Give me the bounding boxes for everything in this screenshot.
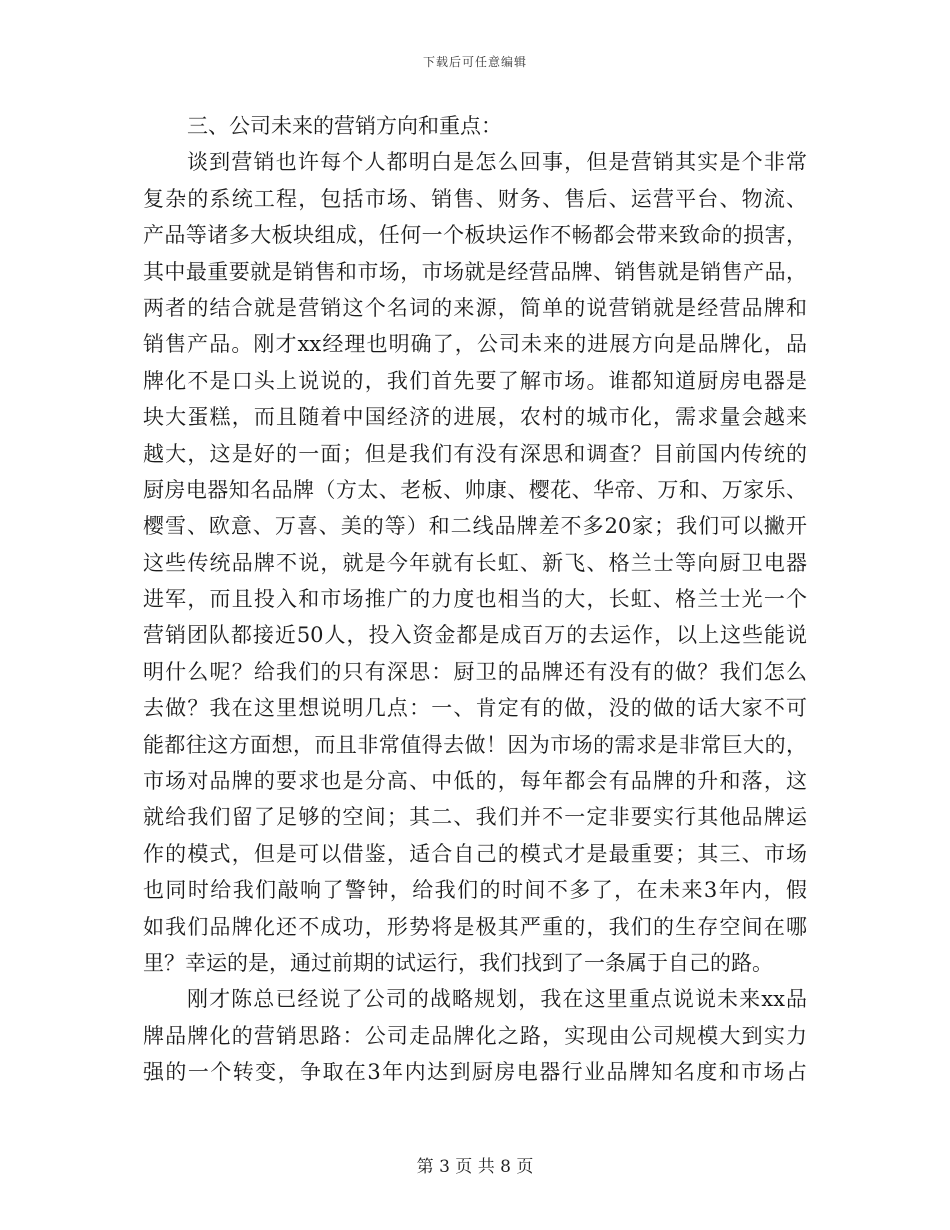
- text-line: 强的一个转变，争取在3年内达到厨房电器行业品牌知名度和市场占: [143, 1060, 807, 1085]
- text-line: 两者的结合就是营销这个名词的来源，简单的说营销就是经营品牌和: [143, 295, 807, 320]
- text-line: 越大，这是好的一面；但是我们有没有深思和调查？目前国内传统的: [143, 441, 807, 466]
- text-line: 牌品牌化的营销思路：公司走品牌化之路，实现由公司规模大到实力: [143, 1023, 807, 1048]
- text-line: 销售产品。刚才xx经理也明确了，公司未来的进展方向是品牌化，品: [143, 332, 807, 357]
- text-line: 牌化不是口头上说说的，我们首先要了解市场。谁都知道厨房电器是: [143, 368, 807, 393]
- text-line: 块大蛋糕，而且随着中国经济的进展，农村的城市化，需求量会越来: [143, 405, 807, 430]
- text-line: 明什么呢？给我们的只有深思：厨卫的品牌还有没有的做？我们怎么: [143, 659, 807, 684]
- page-header: 下载后可任意编辑: [422, 55, 527, 69]
- text-line: 能都往这方面想，而且非常值得去做！因为市场的需求是非常巨大的，: [143, 732, 807, 757]
- text-line: 产品等诸多大板块组成，任何一个板块运作不畅都会带来致命的损害，: [143, 223, 807, 248]
- text-line: 里？幸运的是，通过前期的试运行，我们找到了一条属于自己的路。: [143, 950, 773, 975]
- text-line: 作的模式，但是可以借鉴，适合自己的模式才是最重要；其三、市场: [143, 841, 807, 866]
- document-body: [143, 108, 807, 1091]
- text-line: 进军，而且投入和市场推广的力度也相当的大，长虹、格兰士光一个: [143, 587, 807, 612]
- text-line: 这些传统品牌不说，就是今年就有长虹、新飞、格兰士等向厨卫电器: [143, 550, 807, 575]
- text-line: 也同时给我们敲响了警钟，给我们的时间不多了，在未来3年内，假: [143, 878, 807, 903]
- page-footer: 第 3 页 共 8 页: [416, 1157, 534, 1177]
- text-line: 营销团队都接近50人，投入资金都是成百万的去运作，以上这些能说: [143, 623, 807, 648]
- text-line: 谈到营销也许每个人都明白是怎么回事，但是营销其实是个非常: [187, 150, 807, 175]
- text-line: 樱雪、欧意、万喜、美的等）和二线品牌差不多20家；我们可以撇开: [143, 514, 807, 539]
- text-line: 市场对品牌的要求也是分高、中低的，每年都会有品牌的升和落，这: [143, 769, 807, 794]
- text-line: 如我们品牌化还不成功，形势将是极其严重的，我们的生存空间在哪: [143, 914, 807, 939]
- text-line: 就给我们留了足够的空间；其二、我们并不一定非要实行其他品牌运: [143, 805, 807, 830]
- text-line: 厨房电器知名品牌（方太、老板、帅康、樱花、华帝、万和、万家乐、: [143, 477, 807, 502]
- text-line: 刚才陈总已经说了公司的战略规划，我在这里重点说说未来xx品: [187, 987, 807, 1012]
- text-line: 其中最重要就是销售和市场，市场就是经营品牌、销售就是销售产品，: [143, 259, 807, 284]
- text-line: 复杂的系统工程，包括市场、销售、财务、售后、运营平台、物流、: [143, 186, 807, 211]
- text-line: 去做？我在这里想说明几点：一、肯定有的做，没的做的话大家不可: [143, 696, 807, 721]
- text-line: 三、公司未来的营销方向和重点：: [187, 114, 502, 138]
